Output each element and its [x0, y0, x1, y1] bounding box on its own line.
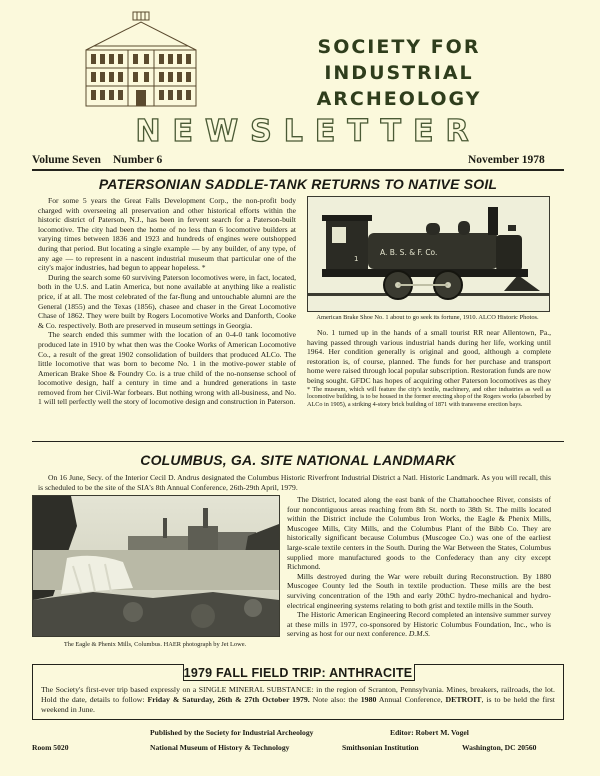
- masthead-line-1: SOCIETY FOR: [317, 36, 481, 58]
- article2-signature: D.M.S.: [408, 629, 431, 639]
- article2-paragraph-4: [287, 610, 551, 639]
- article1-column-left: [38, 196, 296, 440]
- article2-headline: COLUMBUS, GA. SITE NATIONAL LANDMARK: [140, 452, 456, 468]
- field-trip-paragraph: [41, 685, 555, 715]
- footer-museum: National Museum of History & Technology: [150, 743, 290, 752]
- mills-photo: [32, 495, 280, 637]
- field-trip-text-c: Annual Conference,: [376, 695, 446, 704]
- article1-footnote: * The museum, which will feature the city's textile, machinery, and other industries as well as locomotive building, is to be housed in the former erecting shop of the Rogers works (absorbed by ALCo in 1905), a striking 4-story brick building of 1871 with transverse erection bays.: [307, 386, 551, 408]
- field-trip-text: [41, 685, 555, 719]
- article2-intro: [38, 473, 551, 493]
- field-trip-city: DETROIT: [445, 695, 482, 704]
- field-trip-text-a: The Society's first-ever trip based expressly on a SINGLE MINERAL SUBSTANCE: in the region of Scranton, Pennsylvania. Mines, breakers, railroads, the lot. Hold the date, details to follow:: [41, 685, 555, 704]
- article2-paragraph-1: On 16 June, Secy. of the Interior Cecil D. Andrus designated the Columbus Historic Riverfront Industrial District a Natl. Historic Landmark. As you will recall, this is scheduled to be the site of the SIA's 8th Annual Conference, 26th-29th April, 1979.: [38, 473, 551, 492]
- field-trip-year: 1980: [360, 695, 377, 704]
- article2-paragraph-4-text: The Historic American Engineering Record completed an intensive summer survey at these mills in 1977, co-sponsored by Historic Columbus Foundation, Inc., who is serving as host for our next conference.: [287, 610, 551, 639]
- field-trip-dates: Friday & Saturday, 26th & 27th October 1979.: [147, 695, 310, 704]
- article1-paragraph-3: The search ended this summer with the location of an 0-4-0 tank locomotive produced late in 1910 by what then was the Cooke Works of American Locomotive Co., a result of the great 1902 consolidation of builders that produced ALCo. The little locomotive that was born to become No. 1 in the motive-power stable of American Brake Shoe & Foundry Co. is a true child of the no-nonsense school of locomotive design, half a century in time and a hundred generations in taste removed from her Civil-War forbears. But nothing wrong with all-business, and No. 1 will tell perfectly well the story of locomotive design and construction in Paterson.: [38, 330, 296, 407]
- masthead-rule: [32, 169, 564, 171]
- field-trip-text-d: , is to be held the first weekend in June.: [41, 695, 555, 714]
- issue-date: November 1978: [468, 154, 545, 166]
- locomotive-photo-caption: American Brake Shoe No. 1 about to go seek its fortune, 1910. ALCO Historic Photos.: [316, 314, 539, 321]
- article1-paragraph-1: For some 5 years the Great Falls Development Corp., the non-profit body charged with overseeing all preservation and other historical efforts within the historic district of Paterson, N.J., has been in fervent search for a Paterson-built locomotive. The city had been the home of no less than 6 locomotive builders at varying times between 1836 and 1923 and hundreds of engines were outshopped during that period. But locating a single example — by any builder, of any type, of any age — to represent in a nascent industrial museum that particular one of the city's major industries, had begun to appear hopeless. *: [38, 196, 296, 273]
- masthead-line-2: INDUSTRIAL: [324, 62, 474, 84]
- field-trip-text-b: Note also: the: [309, 695, 361, 704]
- footer-editor: Editor: Robert M. Vogel: [390, 728, 469, 737]
- footer-published: Published by the Society for Industrial Archeology: [150, 728, 314, 737]
- article1-headline: PATERSONIAN SADDLE-TANK RETURNS TO NATIVE SOIL: [98, 176, 498, 192]
- newsletter-wordmark: NEWSLETTER: [135, 114, 481, 149]
- article2-paragraph-3: Mills destroyed during the War were rebuilt during Reconstruction. By 1880 Muscogee County led the South in textile production. These mills are the best surviving concentration of the 19th and early 20thC hydro-mechanical and hydro-electrical engineering systems relating to both grist and textile mills in the South.: [287, 571, 551, 610]
- issue-volume: Volume Seven: [32, 154, 101, 166]
- article1-paragraph-4: No. 1 turned up in the hands of a small tourist RR near Allentown, Pa., having passed through various industrial hands during her life, working until 1964. Her condition generally is original and good, although a complete restoration is, of course, planned. The funds for her purchase and transport home were raised through local popular subscription. Restoration funds are now being sought. GFDC has hopes of acquiring other Paterson locomotives as they: [307, 328, 551, 385]
- footer-room: Room 5020: [32, 743, 69, 752]
- article2-column-right: [287, 495, 551, 653]
- locomotive-photo: [307, 196, 550, 312]
- tank-lettering: A. B. S. & F. Co.: [380, 248, 438, 257]
- article2-paragraph-2: The District, located along the east bank of the Chattahoochee River, consists of four noncontiguous areas reaching from 8th St. north to 38th St. The mills located within the District include the Columbus Iron Works, the Eagle & Phenix Mills, Muscogee Mills, City Mills, and the Columbus Plant of the Bibb Co. They are historically significant because Columbus (Muscogee Co.) was one of the earliest large-scale textile centers in the South. During the War Between the States, Columbus supplied more manufactured goods to the Confederacy than any city except Richmond.: [287, 495, 551, 572]
- article1-column-right: [307, 328, 551, 386]
- field-trip-box: [32, 664, 564, 720]
- mills-photo-caption: The Eagle & Phenix Mills, Columbus. HAER photograph by Jet Lowe.: [63, 641, 247, 648]
- rotunda-logo: [78, 10, 204, 110]
- footer-city: Washington, DC 20560: [462, 743, 537, 752]
- article1-rule: [32, 441, 564, 442]
- issue-number: Number 6: [113, 154, 163, 166]
- cab-number: 1: [354, 255, 359, 263]
- article1-paragraph-2: During the search some 60 surviving Paterson locomotives were, in fact, located, both in the U.S. and Latin America, but none available at anything like a realistic price, if at all. The most celebrated of the far-flung and untouchable alumni are the General (1855) and the Texas (1856), chasee and chaser in the Great Locomotive Chase of 1862. They were built by Rogers Locomotive Works and Danforth, Cooke & Co. respectively. Both are preserved in museum settings in Georgia.: [38, 272, 296, 330]
- field-trip-headline: 1979 FALL FIELD TRIP: ANTHRACITE: [183, 666, 413, 680]
- footer-institution: Smithsonian Institution: [342, 743, 419, 752]
- masthead-line-3: ARCHEOLOGY: [316, 88, 482, 110]
